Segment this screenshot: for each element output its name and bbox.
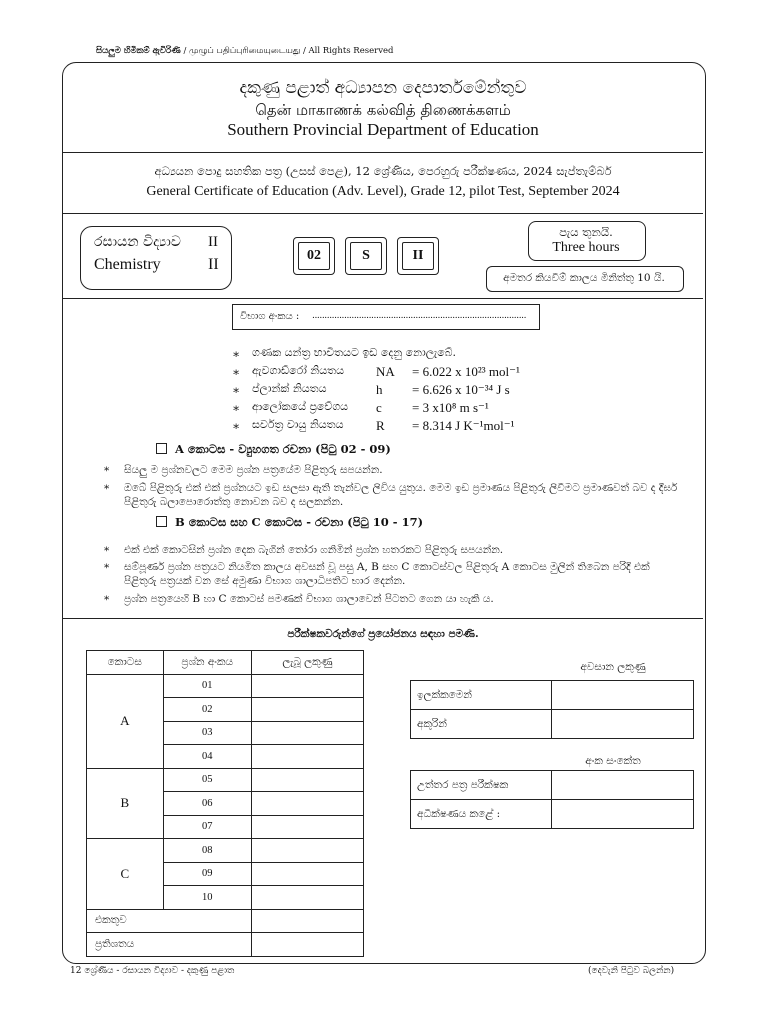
dept-english: Southern Provincial Department of Education (227, 120, 539, 139)
bullet-icon: * (104, 483, 110, 495)
copyright-tamil: / முழுப் பதிப்புரிமையுடையது (183, 46, 301, 56)
question-number: 07 (163, 815, 251, 839)
question-number: 03 (163, 721, 251, 745)
constant-symbol: R (376, 418, 385, 433)
question-number: 08 (163, 839, 251, 863)
constant-symbol: NA (376, 364, 395, 379)
subject-english-name: Chemistry (94, 256, 161, 273)
table-row (87, 933, 364, 957)
code-box-inner (402, 242, 434, 270)
in-numbers-cell[interactable] (552, 681, 694, 710)
bullet-icon: ∗ (232, 347, 241, 361)
examiner-use-title: පරීක්ෂකවරුන්ගේ ප්‍රයෝජනය සඳහා පමණි. (287, 628, 479, 640)
note-text: ඔබේ පිළිතුරු එක් එක් ප්‍රශ්නයට ඉඩ සලසා ඇති තැන්වල ලිවිය යුතුය. මෙම ඉඩ ප්‍රමාණය පිළිතුරු ලිවීමට ප්‍රමාණවත් බව ද දීර්ඝ පිළිතුරු බලාපොරොත්තු නොවන බව ද සලකන්න. (124, 482, 678, 508)
reading-time: අමතර කියවීම් කාලය මිනිත්තු 10 යි. (503, 272, 665, 284)
subject-english (94, 256, 219, 274)
paper-code-box (397, 237, 439, 275)
section-bc-note (104, 543, 684, 557)
question-number: 10 (163, 886, 251, 910)
subject-sinhala-name: රසායන විද්‍යාව (94, 234, 181, 250)
in-words-label: අකුරින් (411, 710, 552, 739)
marks-cell[interactable] (251, 839, 363, 863)
bullet-icon: * (104, 594, 110, 606)
marks-cell[interactable] (251, 721, 363, 745)
question-number: 05 (163, 768, 251, 792)
final-marks-table (410, 680, 694, 739)
paper-code-3: II (412, 248, 424, 263)
constant-value: = 3 x10⁸ m s⁻¹ (412, 400, 489, 415)
constant-name: ගණක යන්ත්‍ර භාවිතයට ඉඩ දෙනු නොලැබේ. (252, 346, 457, 359)
table-row (411, 681, 694, 710)
code-box-inner (298, 242, 330, 270)
table-row (87, 909, 364, 933)
table-row (411, 710, 694, 739)
question-number: 06 (163, 792, 251, 816)
marks-cell[interactable] (251, 768, 363, 792)
bullet-icon: * (104, 562, 110, 574)
question-number: 09 (163, 862, 251, 886)
in-numbers-label: ඉලක්කමෙන් (411, 681, 552, 710)
answer-examiner-cell[interactable] (552, 771, 694, 800)
marks-cell[interactable] (251, 886, 363, 910)
bullet-icon: ∗ (232, 365, 241, 379)
copyright-line (96, 46, 393, 57)
checked-by-cell[interactable] (552, 800, 694, 829)
table-row (87, 768, 364, 792)
in-words-cell[interactable] (552, 710, 694, 739)
question-number: 01 (163, 674, 251, 698)
subject-sinhala (94, 234, 218, 250)
code-box-inner (350, 242, 382, 270)
part-a: A (87, 674, 164, 768)
paper-code-2: S (362, 248, 370, 263)
divider (63, 213, 703, 214)
table-row (87, 839, 364, 863)
answer-examiner-label: උත්තර පත්‍ර පරීක්ෂක (411, 771, 552, 800)
constant-name: ප්ලාන්ක් නියතය (252, 382, 327, 395)
section-bc-heading (156, 515, 423, 530)
table-row (87, 674, 364, 698)
header-marks: ලැබූ ලකුණු (251, 651, 363, 675)
paper-code-1: 02 (307, 248, 321, 263)
section-a-title: A කොටස - ව්‍යුහගත රචනා (පිටු 02 - 09) (175, 442, 391, 456)
footer-right: (දෙවැනි පිටුව බලන්න) (588, 966, 675, 976)
table-row (411, 771, 694, 800)
index-number-label: විභාග අංකය : (240, 311, 300, 322)
paper-code-box (293, 237, 335, 275)
dept-sinhala: දකුණු පළාත් අධ්‍යාපන දෙපාර්තමේන්තුව (239, 78, 527, 98)
constant-name: ආලෝකයේ ප්‍රවේගය (252, 400, 349, 413)
checkbox-icon (156, 443, 167, 454)
section-bc-note (104, 560, 684, 588)
subject-sinhala-part: II (208, 234, 218, 250)
exam-title-english: General Certificate of Education (Adv. Level), Grade 12, pilot Test, September 2024 (146, 184, 620, 199)
copyright-english: / All Rights Reserved (302, 46, 394, 56)
divider (63, 152, 703, 153)
bullet-icon: * (104, 465, 110, 477)
section-a-note (104, 481, 684, 509)
index-number-field: ....................................................................................... (312, 311, 527, 321)
section-a-note (104, 463, 684, 477)
part-c: C (87, 839, 164, 910)
note-text: සියලු ම ප්‍රශ්නවලට මෙම ප්‍රශ්න පත්‍රයේම පිළිතුරු සපයන්න. (124, 464, 383, 476)
header-question-no: ප්‍රශ්න අංකය (163, 651, 251, 675)
subject-english-part: II (208, 256, 219, 273)
marks-cell[interactable] (251, 815, 363, 839)
constant-value: = 6.022 x 10²³ mol⁻¹ (412, 364, 520, 379)
constant-symbol: c (376, 400, 382, 415)
percentage-label: ප්‍රතිශතය (87, 933, 252, 957)
note-text: එක් එක් කොටසින් ප්‍රශ්න දෙක බැගින් තෝරා ගනිමින් ප්‍රශ්න හතරකට පිළිතුරු සපයන්න. (124, 544, 504, 556)
marks-cell[interactable] (251, 674, 363, 698)
marks-table (86, 650, 364, 957)
section-bc-title: B කොටස සහ C කොටස - රචනා (පිටු 10 - 17) (175, 515, 424, 529)
divider (63, 298, 703, 299)
marks-cell[interactable] (251, 698, 363, 722)
dept-tamil: தென் மாகாணக் கல்வித் திணைக்களம் (255, 101, 511, 119)
header-part: කොටස (87, 651, 164, 675)
footer-left: 12 ශ්‍රේණිය - රසායන විද්‍යාව - දකුණු පළාත (70, 966, 235, 976)
codes-title: අංක සංකේත (585, 755, 641, 767)
part-b: B (87, 768, 164, 839)
constant-name: සර්වත්‍ර වායු නියතය (252, 418, 344, 431)
question-number: 02 (163, 698, 251, 722)
duration-sinhala: පැය තුනයි. (559, 225, 613, 239)
divider (63, 618, 703, 619)
final-marks-title: අවසාන ලකුණු (580, 661, 646, 673)
copyright-sinhala: සියලුම හිමිකම් ඇවිරිණි (96, 46, 181, 56)
constant-value: = 6.626 x 10⁻³⁴ J s (412, 382, 510, 397)
checkbox-icon (156, 516, 167, 527)
section-bc-note (104, 592, 684, 606)
section-a-heading (156, 442, 391, 457)
total-label: එකතුව (87, 909, 252, 933)
table-row (411, 800, 694, 829)
bullet-icon: ∗ (232, 383, 241, 397)
constant-symbol: h (376, 382, 383, 397)
constant-name: ඇවගාඩ්රෝ නියතය (252, 364, 345, 377)
constant-value: = 8.314 J K⁻¹mol⁻¹ (412, 418, 515, 433)
question-number: 04 (163, 745, 251, 769)
marks-cell[interactable] (251, 862, 363, 886)
paper-code-box (345, 237, 387, 275)
bullet-icon: ∗ (232, 401, 241, 415)
marks-cell[interactable] (251, 792, 363, 816)
bullet-icon: * (104, 545, 110, 557)
note-text: සම්පූර්ණ ප්‍රශ්න පත්‍රයට නියමිත කාලය අවසන් වූ පසු A, B සහ C කොටස්වල පිළිතුරු A කොටස මුලින් තිබෙන පරිදි එක් පිළිතුරු පත්‍රයක් වන සේ අමුණා විභාග ශාලාධිපතිට භාර දෙන්න. (124, 561, 650, 587)
codes-table (410, 770, 694, 829)
duration-english: Three hours (552, 240, 620, 255)
checked-by-label: අධීක්ෂණය කළේ : (411, 800, 552, 829)
exam-title-sinhala: අධ්‍යයන පොදු සහතික පත්‍ර (උසස් පෙළ), 12 ශ්‍රේණිය, පෙරහුරු පරීක්ෂණය, 2024 සැප්තැම්බර් (154, 164, 612, 178)
total-cell[interactable] (251, 909, 363, 933)
marks-cell[interactable] (251, 745, 363, 769)
percentage-cell[interactable] (251, 933, 363, 957)
bullet-icon: ∗ (232, 419, 241, 433)
note-text: ප්‍රශ්න පත්‍රයෙහි B හා C කොටස් පමණක් විභාග ශාලාවෙන් පිටතට ගෙන යා හැකි ය. (124, 593, 494, 605)
